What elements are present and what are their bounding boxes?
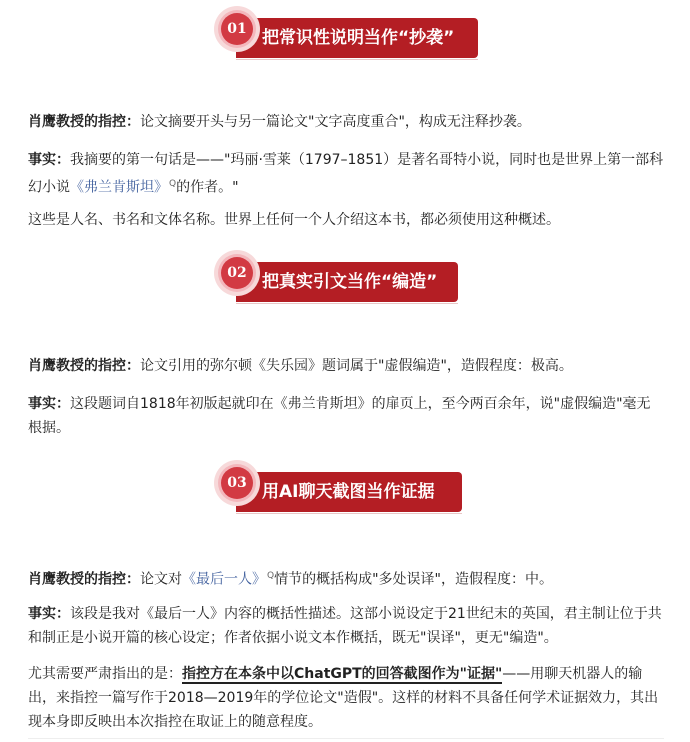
fact-paragraph [28, 392, 664, 440]
section-heading: 用AI聊天截图当作证据 [262, 482, 435, 502]
book-link[interactable]: 《弗兰肯斯坦》 [70, 179, 168, 196]
section-number-badge [214, 6, 260, 52]
fact-paragraph [28, 602, 664, 650]
section-banner-3 [214, 472, 464, 512]
accusation-paragraph [28, 354, 664, 378]
accusation-label: 肖鹰教授的指控： [28, 571, 140, 588]
book-link[interactable]: 《最后一人》 [182, 571, 266, 588]
accusation-text-end: 情节的概括构成"多处误译"，造假程度：中。 [274, 571, 553, 588]
fact-paragraph [28, 148, 664, 200]
accusation-text: 论文引用的弥尔顿《失乐园》题词属于"虚假编造"，造假程度：极高。 [140, 358, 573, 374]
search-icon[interactable]: Q [267, 571, 275, 581]
section-heading: 把真实引文当作“编造” [262, 272, 438, 292]
section-number: 01 [221, 13, 253, 45]
section-number: 02 [221, 257, 253, 289]
note-text-end: ——用聊天机器人的输出，来指控一篇写作于2018—2019年的学位论文"造假"。这样的材料不具备任何学术证据效力，其出现本身即反映出本次指控在取证上的随意程度。 [28, 666, 659, 730]
fact-label: 事实： [28, 606, 70, 622]
accusation-text: 论文摘要开头与另一篇论文"文字高度重合"，构成无注释抄袭。 [140, 114, 531, 130]
note-emphasis: 指控方在本条中以ChatGPT的回答截图作为"证据" [182, 666, 503, 682]
section-heading: 把常识性说明当作“抄袭” [262, 28, 455, 48]
fact-text-end: 的作者。" [176, 179, 239, 196]
accusation-label: 肖鹰教授的指控： [28, 358, 140, 374]
section-banner-1 [214, 18, 464, 58]
bottom-divider [28, 738, 664, 739]
accusation-paragraph [28, 564, 664, 592]
note-paragraph: 这些是人名、书名和文体名称。世界上任何一个人介绍这本书，都必须使用这种概述。 [28, 212, 560, 228]
accusation-text: 论文对 [140, 571, 182, 588]
accusation-label: 肖鹰教授的指控： [28, 114, 140, 130]
section-number-badge [214, 250, 260, 296]
section-banner-2 [214, 262, 464, 302]
fact-text: 这段题词自1818年初版起就印在《弗兰肯斯坦》的扉页上，至今两百余年，说"虚假编造"毫无根据。 [28, 396, 651, 436]
fact-label: 事实： [28, 152, 70, 168]
section-number-badge [214, 460, 260, 506]
note-paragraph [28, 662, 664, 734]
section-number: 03 [221, 467, 253, 499]
fact-text: 我摘要的第一句话是——"玛丽·雪莱（1797–1851）是著名哥特小说，同时也是世界上第一部科幻小说 [28, 152, 664, 196]
fact-label: 事实： [28, 396, 70, 412]
accusation-paragraph [28, 110, 664, 134]
search-icon[interactable]: Q [169, 179, 177, 189]
note-text: 尤其需要严肃指出的是： [28, 666, 182, 682]
fact-text: 该段是我对《最后一人》内容的概括性描述。这部小说设定于21世纪末的英国，君主制让位于共和制正是小说开篇的核心设定；作者依据小说文本作概括，既无"误译"，更无"编造"。 [28, 606, 662, 646]
